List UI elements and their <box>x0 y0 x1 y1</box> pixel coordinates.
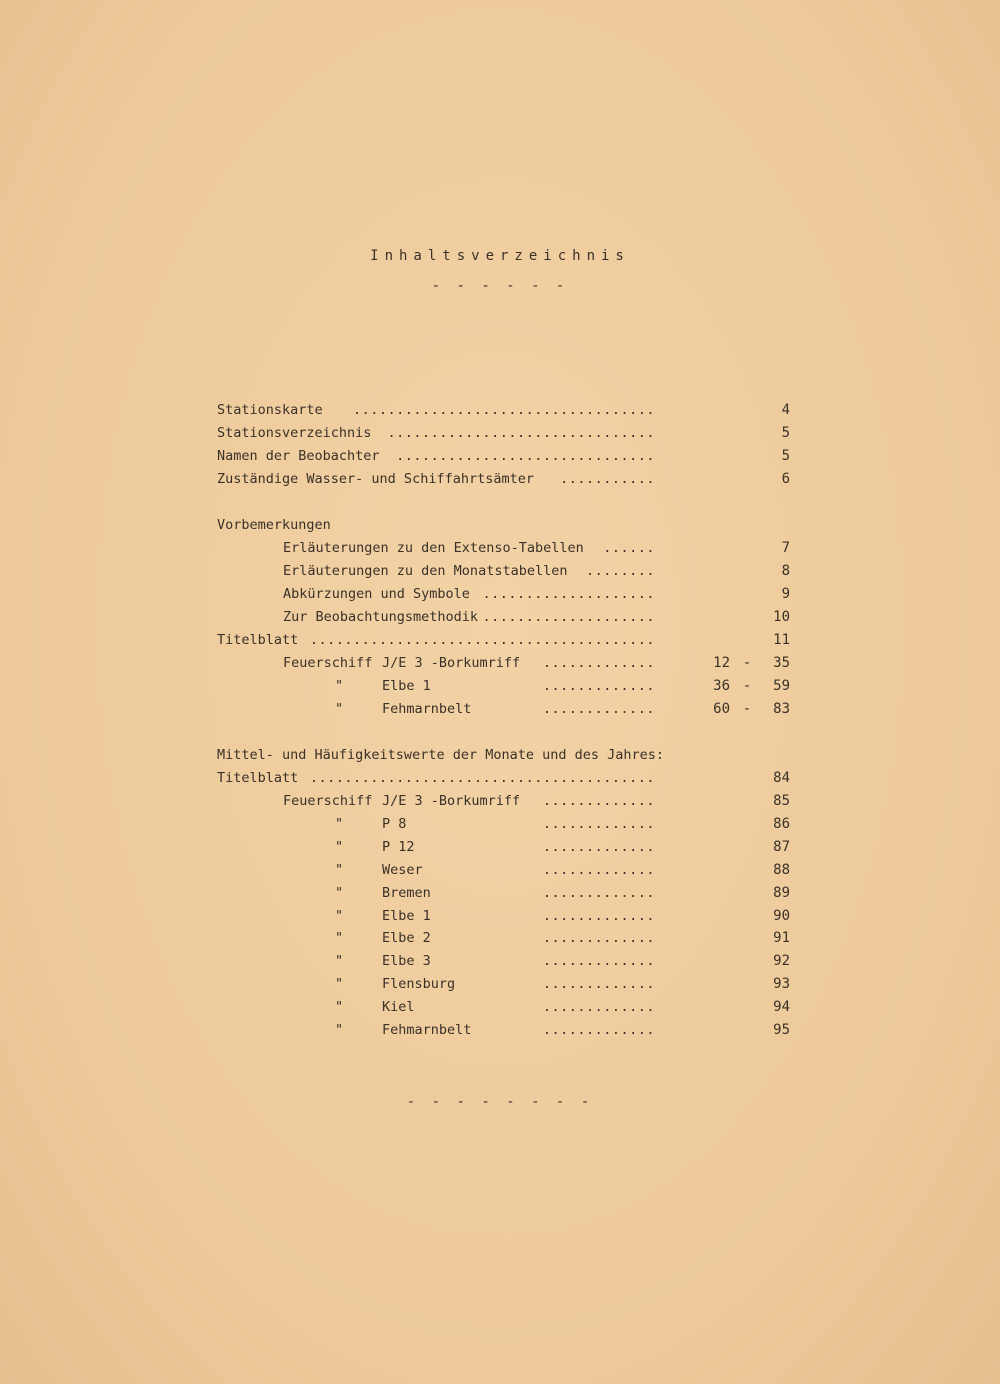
ship-prefix: " <box>335 678 344 694</box>
ship-entry <box>283 860 655 880</box>
ship-name: Elbe 1 <box>382 678 431 694</box>
page-number: 92 <box>773 953 790 970</box>
page-range-from: 12 <box>713 655 730 671</box>
ship-entry <box>283 906 655 926</box>
leader-dots: ...... <box>603 540 655 556</box>
page-number: 84 <box>773 770 790 786</box>
end-rule: - - - - - - - - <box>406 1094 594 1110</box>
toc-entry <box>217 469 655 489</box>
ship-entry <box>283 928 655 948</box>
ship-prefix: " <box>335 953 344 970</box>
leader-dots: .............................. <box>396 448 655 464</box>
ship-entry <box>283 699 655 719</box>
page-number: 11 <box>773 632 790 648</box>
ship-name: Elbe 2 <box>382 930 431 947</box>
entry-label: Abkürzungen und Symbole <box>283 586 470 602</box>
page-number: 9 <box>781 586 790 602</box>
ship-name: Elbe 1 <box>382 907 431 924</box>
page-range-to: 59 <box>773 678 790 694</box>
leader-dots: ............. <box>542 907 655 924</box>
leader-dots: ............. <box>542 861 655 878</box>
ship-entry <box>283 791 655 811</box>
page-number: 85 <box>773 793 790 809</box>
leader-dots: ............. <box>542 701 655 717</box>
page-number: 5 <box>781 425 790 441</box>
ship-name: Fehmarnbelt <box>382 1022 472 1038</box>
entry-label: Stationskarte <box>217 402 323 418</box>
ship-entry <box>283 883 655 903</box>
page-range-dash: - <box>742 701 752 717</box>
ship-prefix: Feuerschiff <box>283 793 373 809</box>
ship-prefix: " <box>335 815 344 832</box>
page-number: 87 <box>773 838 790 855</box>
page-number: 86 <box>773 815 790 832</box>
ship-entry <box>283 951 655 971</box>
page-number: 4 <box>781 402 790 418</box>
page-number: 5 <box>781 448 790 464</box>
entry-label: Zuständige Wasser- und Schiffahrtsämter <box>217 471 534 487</box>
page-number: 7 <box>781 540 790 556</box>
ship-prefix: " <box>335 838 344 855</box>
ship-entry <box>283 974 655 994</box>
page-number: 89 <box>773 884 790 901</box>
leader-dots: .................... <box>482 609 655 625</box>
toc-subentry <box>283 607 655 627</box>
ship-name: Flensburg <box>382 976 456 993</box>
ship-entry <box>283 997 655 1017</box>
ship-name: Elbe 3 <box>382 953 431 970</box>
leader-dots: ............. <box>542 678 655 694</box>
page-number: 94 <box>773 999 790 1016</box>
leader-dots: ............................... <box>387 425 655 441</box>
ship-prefix: " <box>335 861 344 878</box>
entry-label: Namen der Beobachter <box>217 448 380 464</box>
entry-label: Erläuterungen zu den Extenso-Tabellen <box>283 540 584 556</box>
toc-subentry <box>283 538 655 558</box>
toc-entry <box>217 446 655 466</box>
toc-subentry <box>283 561 655 581</box>
toc-entry <box>217 768 655 788</box>
ship-name: Weser <box>382 861 423 878</box>
ship-prefix: " <box>335 1022 344 1038</box>
leader-dots: ........................................ <box>309 770 655 786</box>
ship-entry <box>283 1020 655 1040</box>
ship-prefix: " <box>335 701 344 717</box>
toc-entry <box>217 630 655 650</box>
section-heading: Vorbemerkungen <box>217 517 331 533</box>
ship-prefix: " <box>335 976 344 993</box>
leader-dots: ........ <box>585 563 655 579</box>
ship-entry <box>283 814 655 834</box>
ship-prefix: " <box>335 930 344 947</box>
leader-dots: ............. <box>542 999 655 1016</box>
toc-entry <box>217 423 655 443</box>
page-range-dash: - <box>742 678 752 694</box>
ship-prefix: " <box>335 999 344 1016</box>
entry-label: Zur Beobachtungsmethodik <box>283 609 479 625</box>
ship-name: J/E 3 -Borkumriff <box>382 793 521 809</box>
ship-name: P 12 <box>382 838 415 855</box>
leader-dots: ............. <box>542 953 655 970</box>
page-number: 91 <box>773 930 790 947</box>
ship-entry <box>283 837 655 857</box>
entry-label: Stationsverzeichnis <box>217 425 372 441</box>
leader-dots: ............. <box>542 1022 655 1038</box>
page-title: Inhaltsverzeichnis <box>370 248 630 264</box>
page-number: 8 <box>781 563 790 579</box>
page-number: 95 <box>773 1022 790 1038</box>
toc-subentry <box>283 584 655 604</box>
page-range-from: 36 <box>713 678 730 694</box>
ship-entry <box>283 676 655 696</box>
page-range-dash: - <box>742 655 752 671</box>
ship-name: J/E 3 -Borkumriff <box>382 655 521 671</box>
entry-label: Erläuterungen zu den Monatstabellen <box>283 563 568 579</box>
leader-dots: ........... <box>560 471 655 487</box>
page-number: 93 <box>773 976 790 993</box>
page-number: 88 <box>773 861 790 878</box>
ship-prefix: " <box>335 884 344 901</box>
leader-dots: ............. <box>542 976 655 993</box>
leader-dots: ............. <box>542 655 655 671</box>
ship-name: Kiel <box>382 999 415 1016</box>
leader-dots: ............. <box>542 838 655 855</box>
leader-dots: ................................... <box>353 402 655 418</box>
entry-label: Titelblatt <box>217 632 299 648</box>
page-range-to: 83 <box>773 701 790 717</box>
page-range-to: 35 <box>773 655 790 671</box>
leader-dots: .................... <box>482 586 655 602</box>
ship-name: Bremen <box>382 884 431 901</box>
page-number: 90 <box>773 907 790 924</box>
leader-dots: ............. <box>542 815 655 832</box>
page-range-from: 60 <box>713 701 730 717</box>
leader-dots: ............. <box>542 793 655 809</box>
section-heading: Mittel- und Häufigkeitswerte der Monate und des Jahres: <box>217 747 665 763</box>
toc-entry <box>217 400 655 420</box>
ship-name: P 8 <box>382 815 407 832</box>
page-number: 6 <box>781 471 790 487</box>
page-number: 10 <box>773 609 790 625</box>
ship-name: Fehmarnbelt <box>382 701 472 717</box>
leader-dots: ............. <box>542 884 655 901</box>
entry-label: Titelblatt <box>217 770 299 786</box>
title-underline: - - - - - - <box>431 278 569 294</box>
ship-entry <box>283 653 655 673</box>
ship-prefix: " <box>335 907 344 924</box>
ship-prefix: Feuerschiff <box>283 655 373 671</box>
leader-dots: ........................................ <box>309 632 655 648</box>
leader-dots: ............. <box>542 930 655 947</box>
